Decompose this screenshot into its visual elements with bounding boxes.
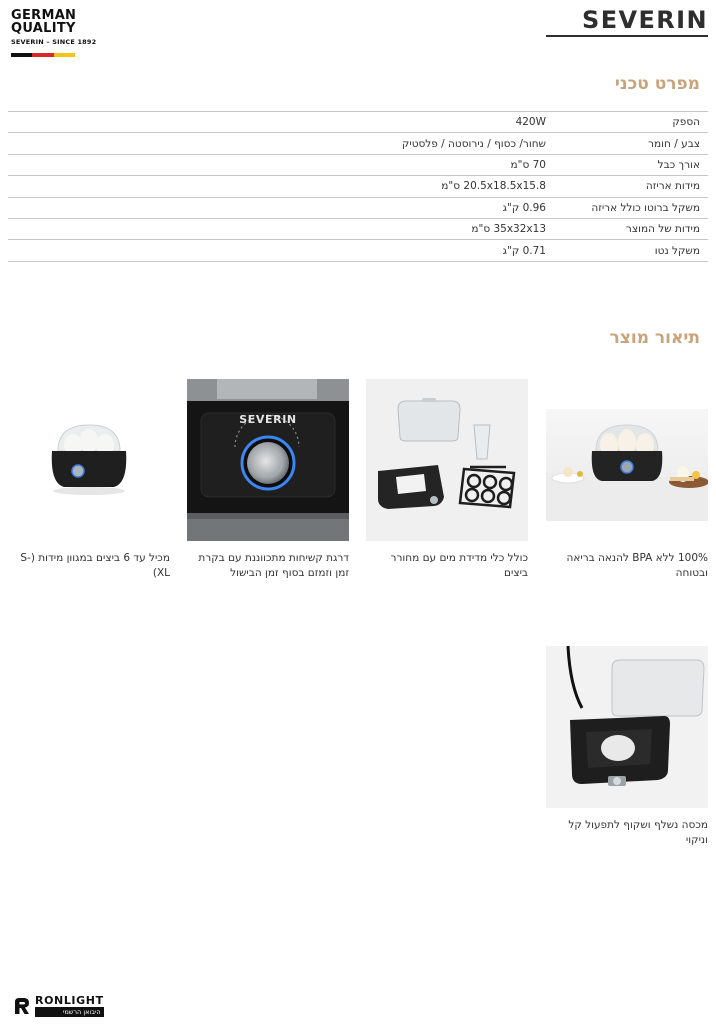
product-section-title: תיאור מוצר [609,328,700,348]
product-card-bpa-free [546,379,708,581]
spec-row [8,155,708,176]
severin-logo [546,6,708,37]
spec-value: שחור/ כסוף / נירוסטה / פלסטיק [401,137,546,150]
flag-stripe-black [11,53,32,57]
product-card-hardness-control [187,379,349,581]
ronlight-logo [12,995,104,1017]
flag-stripe-red [32,53,53,57]
ronlight-subtitle: היבואן הרשמי [35,1007,104,1017]
badge-line-quality: QUALITY [11,21,76,36]
flag-stripe-gold [54,53,75,57]
spec-value: 35x32x13 ס"מ [471,223,546,236]
product-card-measuring-cup [366,379,528,581]
spec-label: הספק [672,116,700,129]
spec-value: 70 ס"מ [510,158,546,171]
spec-value: 0.71 ק"ג [502,244,546,257]
egg-cooker-base-lid-image [546,646,708,808]
egg-cooker-parts-image [366,379,528,541]
spec-row [8,198,708,219]
spec-label: משקל ברוטו כולל אריזה [591,201,700,214]
brand-underline [546,35,708,37]
spec-value: 20.5x18.5x15.8 ס"מ [441,180,546,193]
egg-cooker-white-image [8,379,170,541]
card-caption: כולל כלי מדידת מים עם מחורר ביצים [390,552,528,579]
brand-name: SEVERIN [582,6,708,34]
spec-table [8,111,708,262]
german-quality-badge [11,9,121,57]
card-caption: 100% ללא BPA להנאה בריאה ובטוחה [566,552,708,579]
ronlight-mark-icon [12,996,32,1016]
card-caption: מכסה נשלף ושקוף לתפעול קל וניקוי [568,819,708,846]
card-caption: מכיל עד 6 ביצים במגוון מידות (S-XL) [20,552,170,579]
spec-value: 420W [515,116,546,129]
spec-row [8,112,708,133]
product-card-capacity [8,379,170,581]
spec-row [8,219,708,240]
badge-line-german: GERMAN [11,8,77,23]
spec-row [8,176,708,197]
spec-label: משקל נטו [654,244,700,257]
spec-row [8,133,708,154]
control-knob-image [187,379,349,541]
badge-line-since: SEVERIN – SINCE 1892 [11,38,97,46]
spec-section-title: מפרט טכני [614,74,700,94]
spec-value: 0.96 ק"ג [502,201,546,214]
egg-cooker-kitchen-image [546,379,708,541]
spec-label: אורך כבל [657,158,700,171]
panel-brand-text: SEVERIN [239,413,297,426]
spec-row [8,240,708,261]
german-flag-icon [11,53,75,57]
spec-label: מידות אריזה [645,180,700,193]
spec-label: מידות של המוצר [625,223,700,236]
card-caption: דרגת קשיחות מתכווננת עם בקרת זמן וזמזם בסוף זמן הבישול [198,552,349,579]
product-card-removable-lid [546,646,708,848]
spec-label: צבע / חומר [648,137,700,150]
ronlight-name: RONLIGHT [35,994,104,1007]
